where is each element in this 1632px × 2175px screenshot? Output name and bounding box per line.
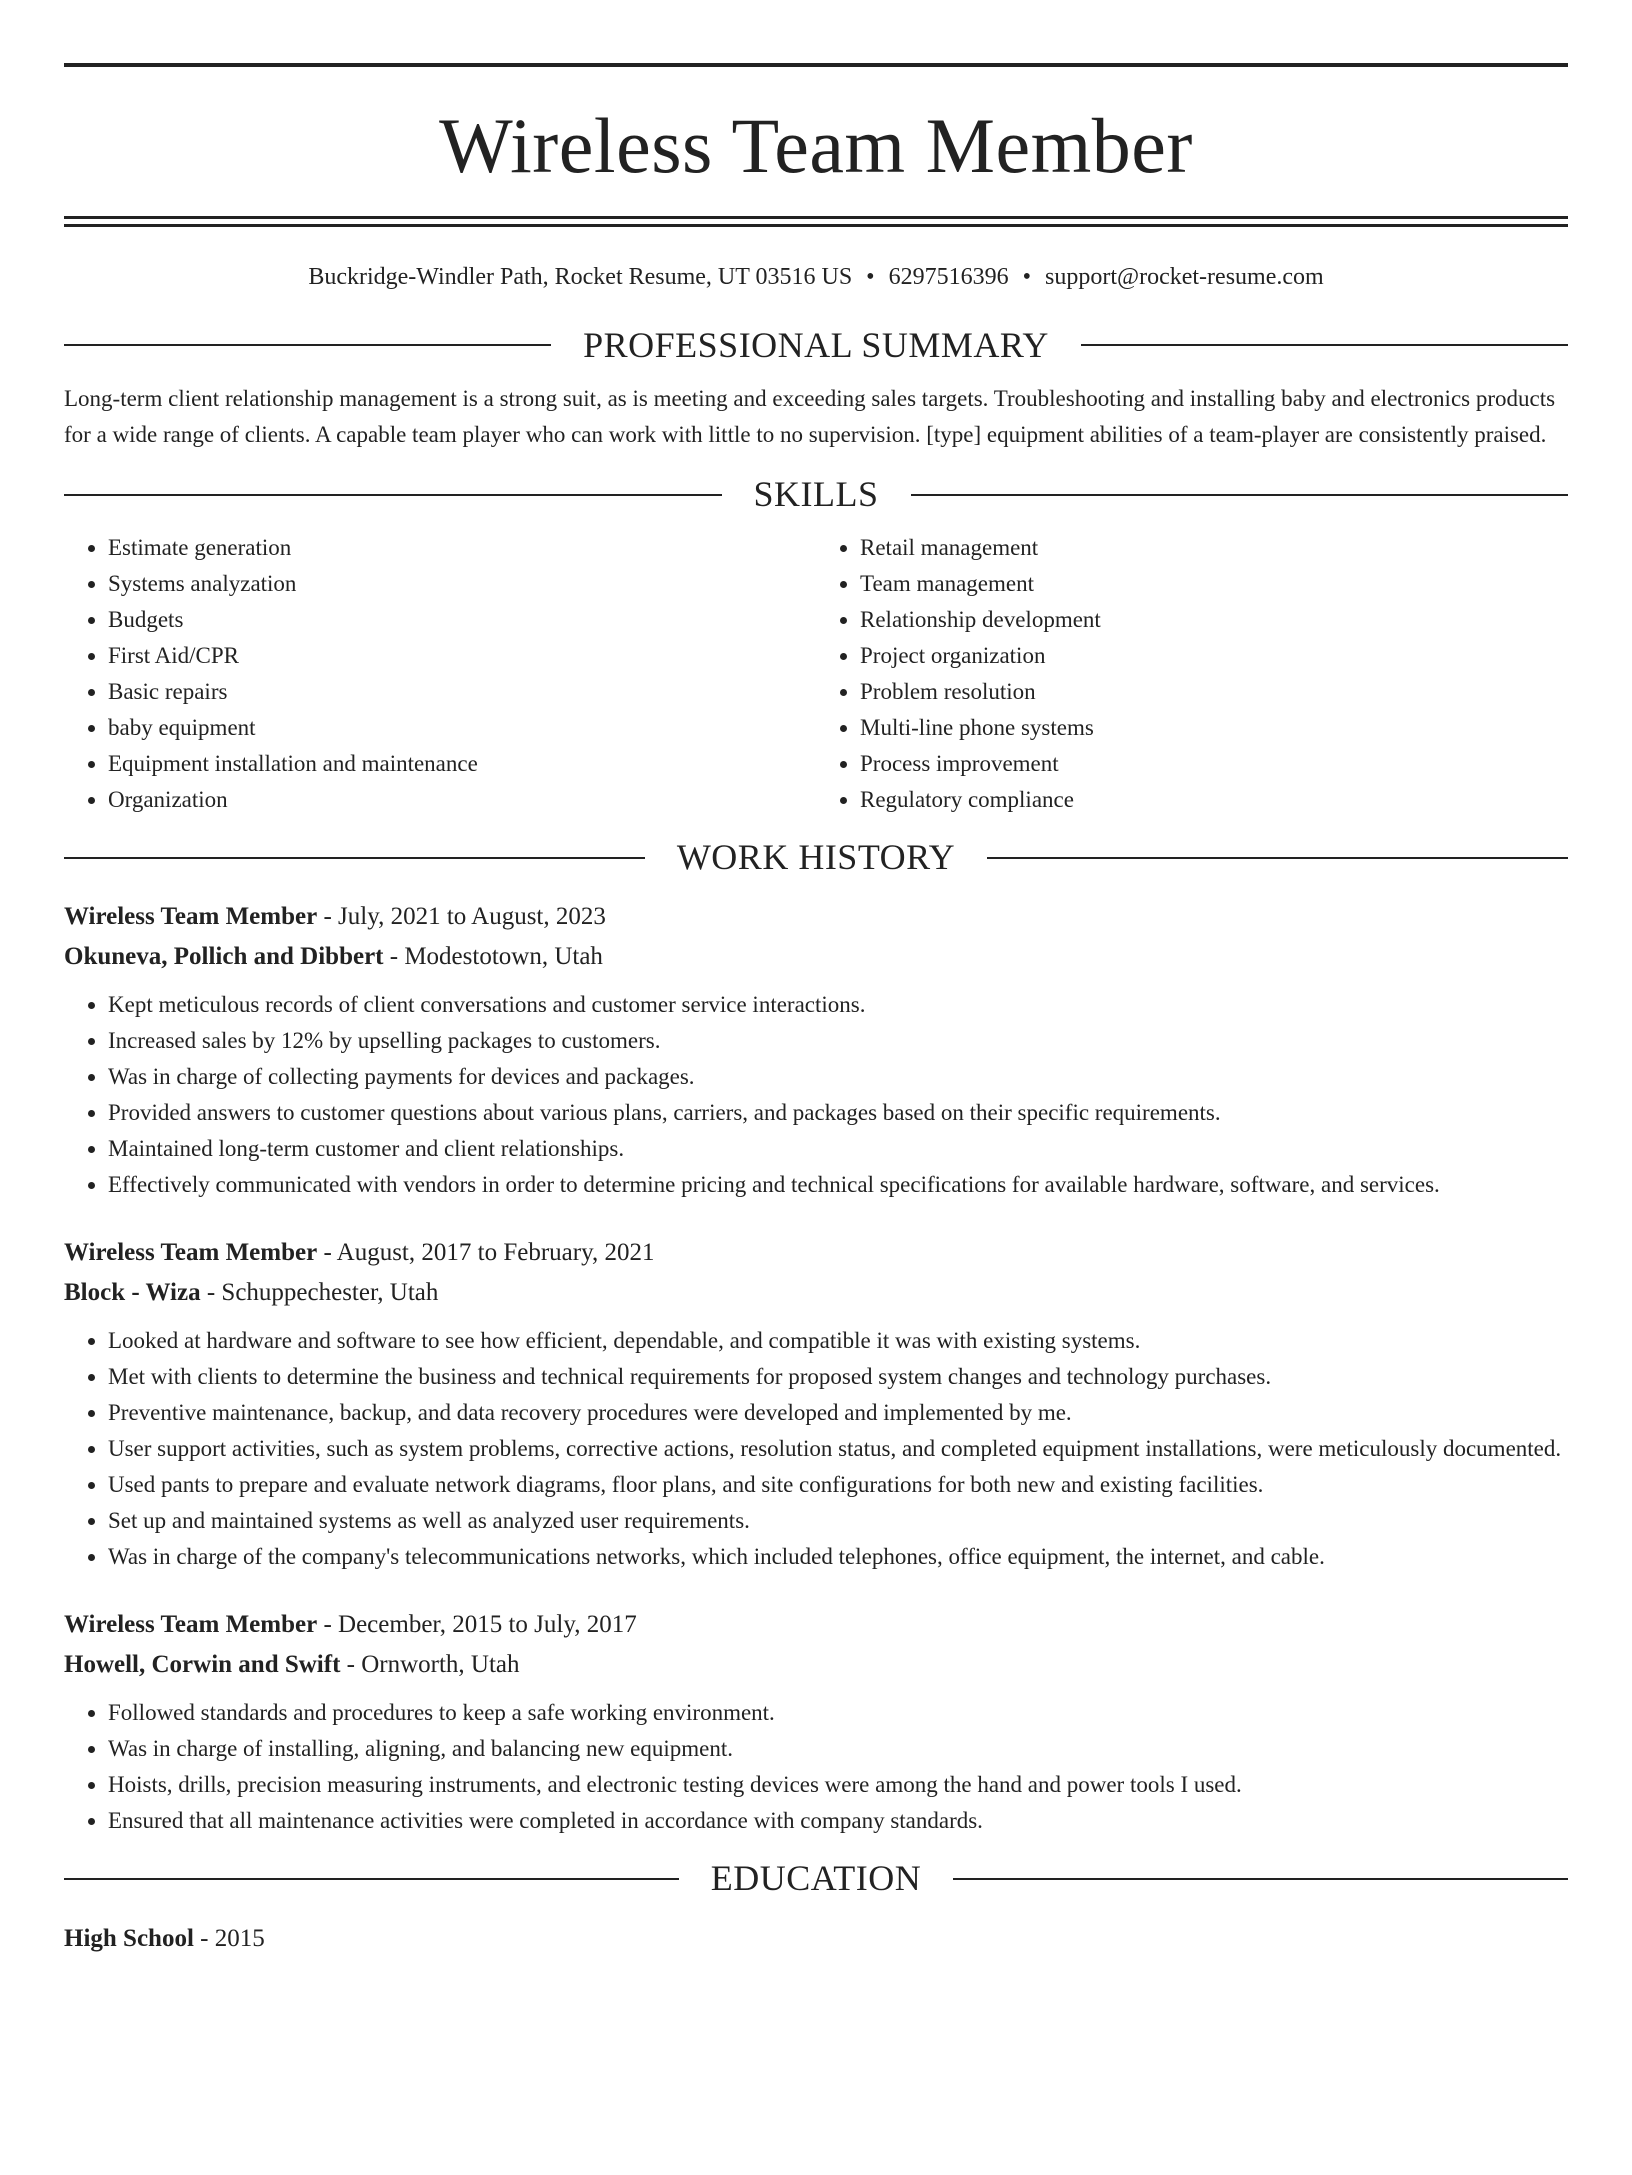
job-role-line <box>64 1605 1568 1645</box>
job-bullet: • Effectively communicated with vendors in order to determine pricing and technical specifications for available hardware, software, and services. <box>108 1167 1568 1203</box>
job-bullet: • Provided answers to customer questions about various plans, carriers, and packages based on their specific requirements. <box>108 1095 1568 1131</box>
section-rule <box>987 857 1568 859</box>
job-bullets <box>64 1323 1568 1575</box>
skills-column-left <box>64 530 816 818</box>
skill-item: • Basic repairs <box>108 674 816 710</box>
summary-section-title: PROFESSIONAL SUMMARY <box>583 324 1049 365</box>
skill-item: • Budgets <box>108 602 816 638</box>
section-rule <box>64 857 645 859</box>
job-location: - Modestotown, Utah <box>383 943 603 971</box>
skill-item: • Project organization <box>860 638 1568 674</box>
job-dates: - August, 2017 to February, 2021 <box>317 1239 655 1267</box>
skill-item: • Process improvement <box>860 746 1568 782</box>
resume-title: Wireless Team Member <box>439 102 1193 189</box>
section-rule <box>1081 344 1568 346</box>
job-bullets <box>64 987 1568 1203</box>
job-entry <box>64 897 1568 1203</box>
job-bullet: • Was in charge of collecting payments for devices and packages. <box>108 1059 1568 1095</box>
contact-line <box>64 263 1568 292</box>
section-rule <box>64 1878 679 1880</box>
skill-item: • Retail management <box>860 530 1568 566</box>
skill-item: • Organization <box>108 782 816 818</box>
job-company: Block - Wiza <box>64 1279 201 1307</box>
job-bullet: • Met with clients to determine the business and technical requirements for proposed system changes and technology purchases. <box>108 1359 1568 1395</box>
job-company: Okuneva, Pollich and Dibbert <box>64 943 384 971</box>
job-bullet: • User support activities, such as system problems, corrective actions, resolution status, and completed equipment installations, were meticulously documented. <box>108 1431 1568 1467</box>
job-role: Wireless Team Member <box>64 1239 318 1267</box>
header-top-rule <box>64 63 1568 67</box>
resume-page <box>0 63 1632 2175</box>
summary-section-header <box>64 324 1568 367</box>
section-rule <box>64 494 722 496</box>
skill-item: • Estimate generation <box>108 530 816 566</box>
contact-phone: 6297516396 <box>888 264 1009 290</box>
header-double-rule <box>64 216 1568 227</box>
education-section-title: EDUCATION <box>710 1858 922 1899</box>
skill-item: • baby equipment <box>108 710 816 746</box>
job-bullet: • Was in charge of the company's telecommunications networks, which included telephones, office equipment, the internet, and cable. <box>108 1539 1568 1575</box>
job-entry <box>64 1605 1568 1839</box>
skills-section-header <box>64 473 1568 516</box>
job-bullets <box>64 1695 1568 1839</box>
job-bullet: • Looked at hardware and software to see how efficient, dependable, and compatible it was with existing systems. <box>108 1323 1568 1359</box>
job-role-line <box>64 1233 1568 1273</box>
work-section-header <box>64 836 1568 879</box>
job-bullet: • Used pants to prepare and evaluate network diagrams, floor plans, and site configurations for both new and existing facilities. <box>108 1467 1568 1503</box>
skill-item: • Relationship development <box>860 602 1568 638</box>
job-bullet: • Kept meticulous records of client conversations and customer service interactions. <box>108 987 1568 1023</box>
skill-item: • First Aid/CPR <box>108 638 816 674</box>
job-bullet: • Preventive maintenance, backup, and data recovery procedures were developed and implemented by me. <box>108 1395 1568 1431</box>
job-bullet: • Followed standards and procedures to keep a safe working environment. <box>108 1695 1568 1731</box>
job-role-line <box>64 897 1568 937</box>
job-bullet: • Hoists, drills, precision measuring instruments, and electronic testing devices were among the hand and power tools I used. <box>108 1767 1568 1803</box>
job-company-line <box>64 1273 1568 1313</box>
contact-email: support@rocket-resume.com <box>1044 264 1324 290</box>
job-bullet: • Was in charge of installing, aligning, and balancing new equipment. <box>108 1731 1568 1767</box>
job-location: - Ornworth, Utah <box>340 1651 520 1679</box>
job-company-line <box>64 937 1568 977</box>
job-location: - Schuppechester, Utah <box>200 1279 439 1307</box>
skills-column-right <box>816 530 1568 818</box>
section-rule <box>953 1878 1568 1880</box>
job-bullet: • Increased sales by 12% by upselling packages to customers. <box>108 1023 1568 1059</box>
job-entry <box>64 1233 1568 1575</box>
job-role: Wireless Team Member <box>64 1611 318 1639</box>
skill-item: • Regulatory compliance <box>860 782 1568 818</box>
education-year: - 2015 <box>193 1924 265 1952</box>
skills-list <box>64 530 1568 818</box>
job-dates: - July, 2021 to August, 2023 <box>317 903 606 931</box>
education-section-header <box>64 1857 1568 1900</box>
job-bullet: • Ensured that all maintenance activities were completed in accordance with company standards. <box>108 1803 1568 1839</box>
job-bullet: • Maintained long-term customer and client relationships. <box>108 1131 1568 1167</box>
contact-address: Buckridge-Windler Path, Rocket Resume, UT 03516 US <box>308 264 853 290</box>
section-rule <box>911 494 1569 496</box>
education-entry <box>64 1919 1568 1959</box>
summary-text: Long-term client relationship management is a strong suit, as is meeting and exceeding sales targets. Troubleshooting and installing baby and electronics products for a wide range of clients. A capable team player who can work with little to no supervision. [type] equipment abilities of a team-player are consistently praised. <box>64 385 1556 447</box>
skill-item: • Team management <box>860 566 1568 602</box>
job-role: Wireless Team Member <box>64 903 318 931</box>
section-rule <box>64 344 551 346</box>
skills-section-title: SKILLS <box>753 473 879 514</box>
skill-item: • Equipment installation and maintenance <box>108 746 816 782</box>
contact-separator: • <box>1022 264 1031 290</box>
skill-item: • Problem resolution <box>860 674 1568 710</box>
work-section-title: WORK HISTORY <box>676 837 956 878</box>
contact-separator: • <box>866 264 875 290</box>
skill-item: • Systems analyzation <box>108 566 816 602</box>
job-dates: - December, 2015 to July, 2017 <box>317 1611 637 1639</box>
job-bullet: • Set up and maintained systems as well as analyzed user requirements. <box>108 1503 1568 1539</box>
skill-item: • Multi-line phone systems <box>860 710 1568 746</box>
job-company: Howell, Corwin and Swift <box>64 1651 341 1679</box>
job-company-line <box>64 1645 1568 1685</box>
education-degree: High School <box>64 1924 194 1952</box>
